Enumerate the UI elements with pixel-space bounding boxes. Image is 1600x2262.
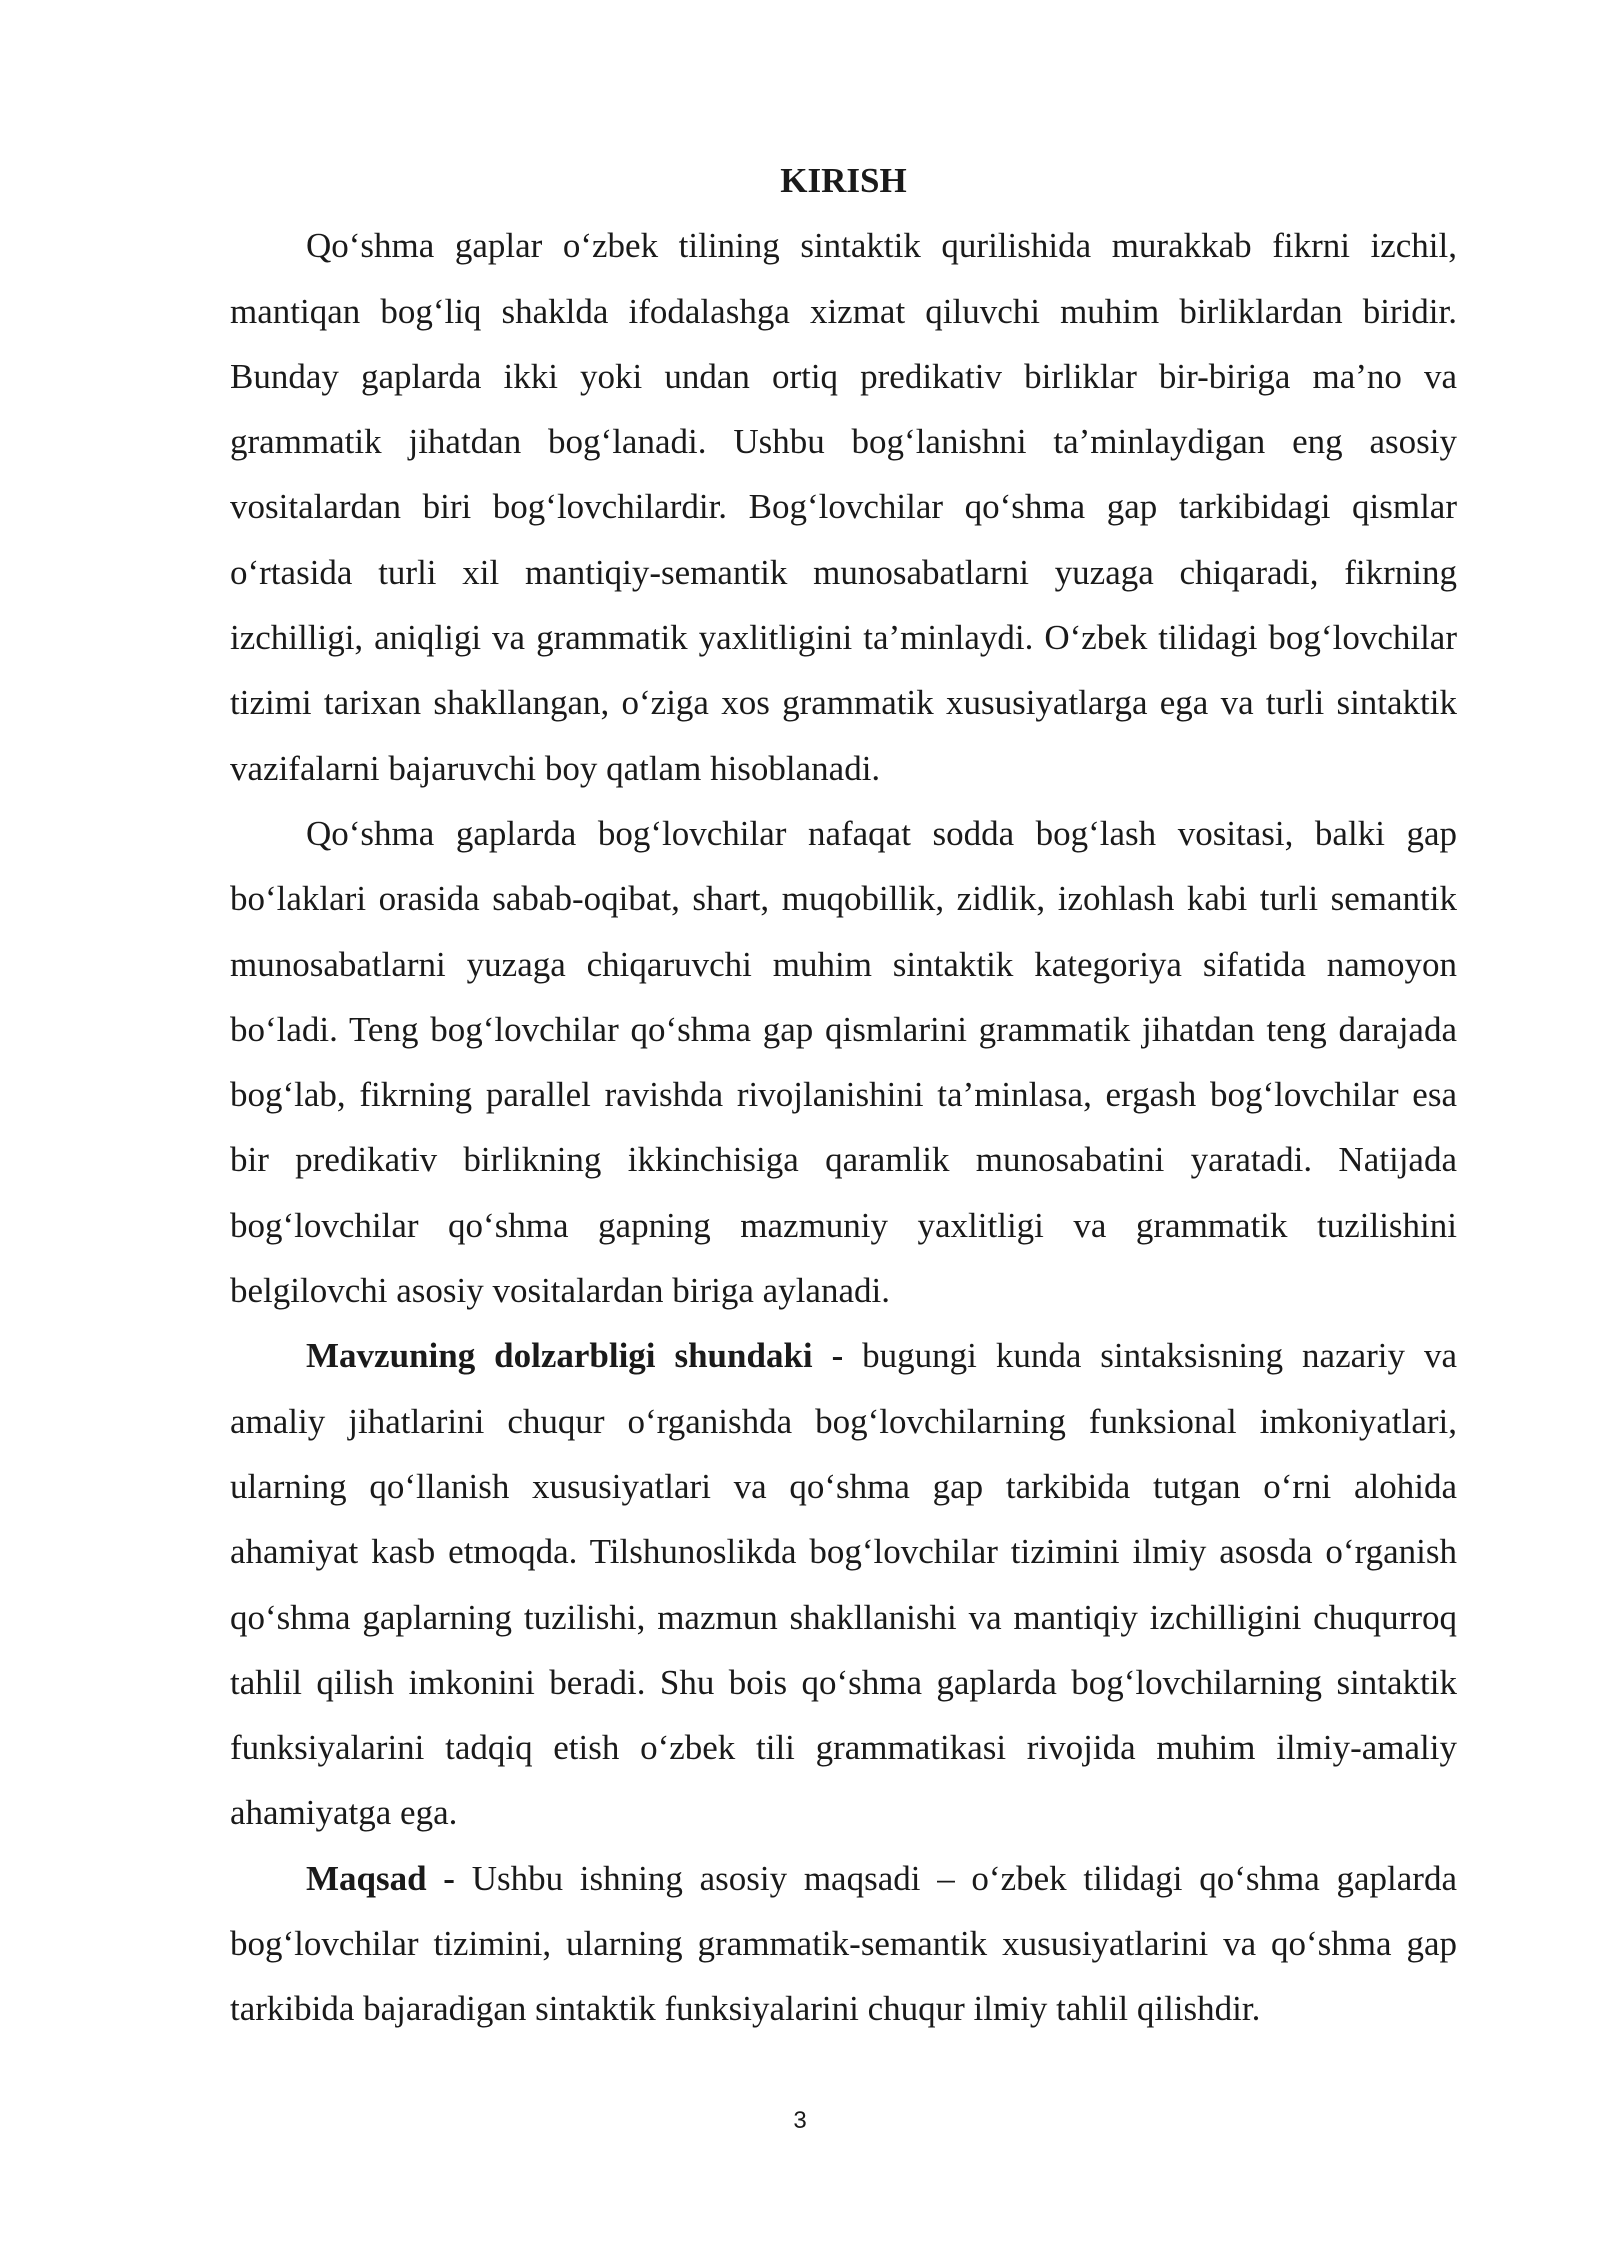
paragraph-goal xyxy=(230,1846,1457,2042)
paragraph-text: Qo‘shma gaplarda bog‘lovchilar nafaqat sodda bog‘lash vositasi, balki gap bo‘laklari orasida sabab-oqibat, shart, muqobillik, zidlik, izohlash kabi turli semantik munosabatlarni yuzaga chiqaruvchi muhim sintaktik kategoriya sifatida namoyon bo‘ladi. Teng bog‘lovchilar qo‘shma gap qismlarini grammatik jihatdan teng darajada bog‘lab, fikrning parallel ravishda rivojlanishini ta’minlasa, ergash bog‘lovchilar esa bir predikativ birlikning ikkinchisiga qaramlik munosabatini yaratadi. Natijada bog‘lovchilar qo‘shma gapning mazmuniy yaxlitligi va grammatik tuzilishini belgilovchi asosiy vositalardan biriga aylanadi. xyxy=(230,813,1457,1311)
paragraph-relevance xyxy=(230,1323,1457,1845)
section-title: KIRISH xyxy=(780,161,907,200)
paragraph-2 xyxy=(230,801,1457,1323)
page-body xyxy=(230,148,1457,2042)
paragraph-text: bugungi kunda sintaksisning nazariy va amaliy jihatlarini chuqur o‘rganishda bog‘lovchilarning funksional imkoniyatlari, ularning qo‘llanish xususiyatlari va qo‘shma gap tarkibida tutgan o‘rni alohida ahamiyat kasb etmoqda. Tilshunoslikda bog‘lovchilar tizimini ilmiy asosda o‘rganish qo‘shma gaplarning tuzilishi, mazmun shakllanishi va mantiqiy izchilligini chuqurroq tahlil qilish imkonini beradi. Shu bois qo‘shma gaplarda bog‘lovchilarning sintaktik funksiyalarini tadqiq etish o‘zbek tili grammatikasi rivojida muhim ilmiy-amaliy ahamiyatga ega. xyxy=(230,1336,1457,1833)
paragraph-text: Ushbu ishning asosiy maqsadi – o‘zbek tilidagi qo‘shma gaplarda bog‘lovchilar tizimini, ularning grammatik-semantik xususiyatlarini va qo‘shma gap tarkibida bajaradigan sintaktik funksiyalarini chuqur ilmiy tahlil qilishdir. xyxy=(230,1858,1457,2029)
paragraph-text: Qo‘shma gaplar o‘zbek tilining sintaktik qurilishida murakkab fikrni izchil, mantiqan bog‘liq shaklda ifodalashga xizmat qiluvchi muhim birliklardan biridir. Bunday gaplarda ikki yoki undan ortiq predikativ birliklar bir-biriga ma’no va grammatik jihatdan bog‘lanadi. Ushbu bog‘lanishni ta’minlaydigan eng asosiy vositalardan biri bog‘lovchilardir. Bog‘lovchilar qo‘shma gap tarkibidagi qismlar o‘rtasida turli xil mantiqiy-semantik munosabatlarni yuzaga chiqaradi, fikrning izchilligi, aniqligi va grammatik yaxlitligini ta’minlaydi. O‘zbek tilidagi bog‘lovchilar tizimi tarixan shakllangan, o‘ziga xos grammatik xususiyatlarga ega va turli sintaktik vazifalarni bajaruvchi boy qatlam hisoblanadi. xyxy=(230,226,1457,788)
paragraph-1 xyxy=(230,213,1457,801)
page-number: 3 xyxy=(793,2107,807,2134)
paragraph-lead: Mavzuning dolzarbligi shundaki - xyxy=(306,1336,844,1376)
paragraph-lead: Maqsad - xyxy=(306,1858,455,1898)
